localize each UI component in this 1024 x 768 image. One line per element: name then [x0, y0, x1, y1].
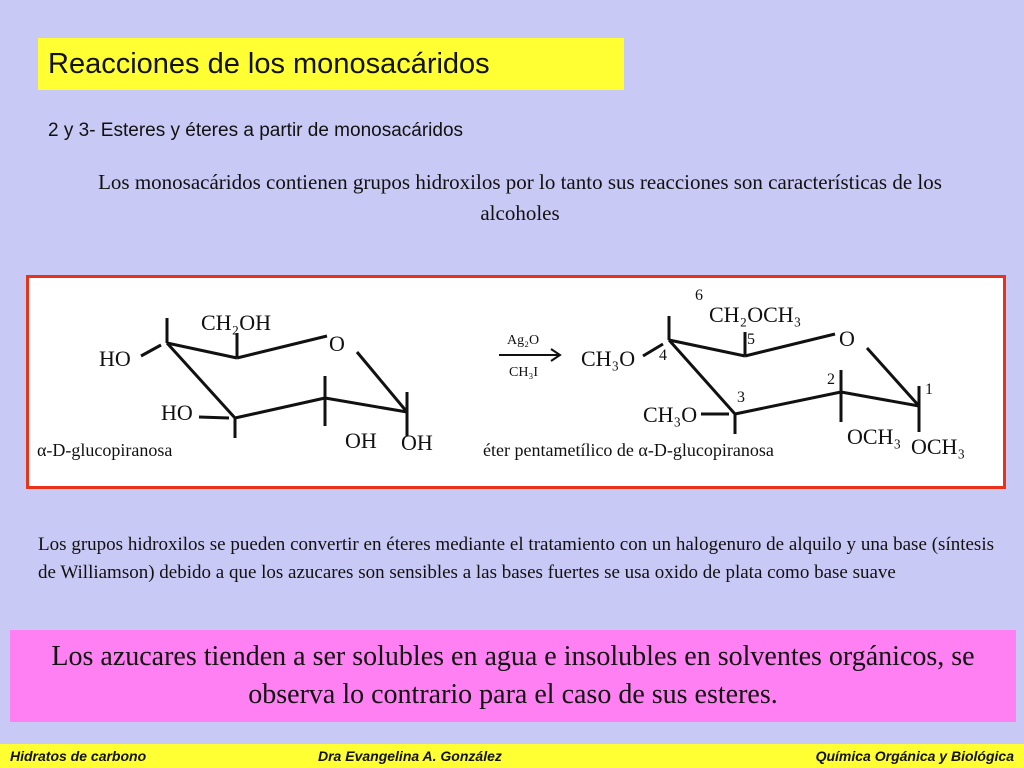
footer-left-text: Hidratos de carbono	[10, 748, 147, 764]
reagent-top-label: Ag₂O	[507, 333, 540, 348]
carbon-number-2: 2	[827, 371, 835, 388]
product-ch3o-mid-label: CH₃O	[643, 402, 698, 427]
reactant-ho-top-label: HO	[99, 346, 131, 371]
carbon-number-4: 4	[659, 347, 667, 364]
slide-title: Reacciones de los monosacáridos	[38, 38, 624, 90]
footer-bar	[0, 744, 1024, 768]
reactant-name-label: α-D-glucopiranosa	[37, 440, 173, 460]
reactant-ho-mid-label: HO	[161, 400, 193, 425]
product-ch3o-top-label: CH₃O	[581, 346, 636, 371]
product-och3-bottom-left-label: OCH₃	[847, 424, 902, 449]
footer-right-text: Química Orgánica y Biológica	[815, 748, 1014, 764]
reactant-oh-bottom-left-label: OH	[345, 428, 377, 453]
product-name-label: éter pentametílico de α-D-glucopiranosa	[483, 440, 774, 460]
carbon-number-3: 3	[737, 389, 745, 406]
explanation-paragraph: Los grupos hidroxilos se pueden convertir en éteres mediante el tratamiento con un halogenuro de alquilo y una base (síntesis de Williamson) debido a que los azucares son sensibles a las bases fuertes se usa oxido de plata como base suave	[38, 534, 994, 583]
carbon-number-1: 1	[925, 381, 933, 398]
carbon-number-5: 5	[747, 331, 755, 348]
product-och3-bottom-right-label: OCH₃	[911, 434, 966, 459]
product-ring-oxygen-label: O	[839, 326, 855, 351]
reactant-oh-bottom-right-label: OH	[401, 430, 433, 455]
reaction-scheme	[29, 278, 1003, 486]
reactant-ring-oxygen-label: O	[329, 331, 345, 356]
reaction-figure	[26, 275, 1006, 489]
carbon-number-6: 6	[695, 287, 703, 304]
product-ch2och3-label: CH₂OCH₃	[709, 302, 802, 327]
slide-subtitle: 2 y 3- Esteres y éteres a partir de monosacáridos	[48, 120, 464, 141]
highlight-callout: Los azucares tienden a ser solubles en agua e insolubles en solventes orgánicos, se observa lo contrario para el caso de sus esteres.	[10, 630, 1016, 722]
reagent-bottom-label: CH₃I	[509, 365, 538, 380]
reaction-arrow	[499, 349, 560, 361]
reactant-ch2oh-label: CH₂OH	[201, 310, 272, 335]
intro-paragraph: Los monosacáridos contienen grupos hidroxilos por lo tanto sus reacciones son características de los alcoholes	[98, 170, 942, 225]
footer-center-text: Dra Evangelina A. González	[318, 748, 502, 764]
